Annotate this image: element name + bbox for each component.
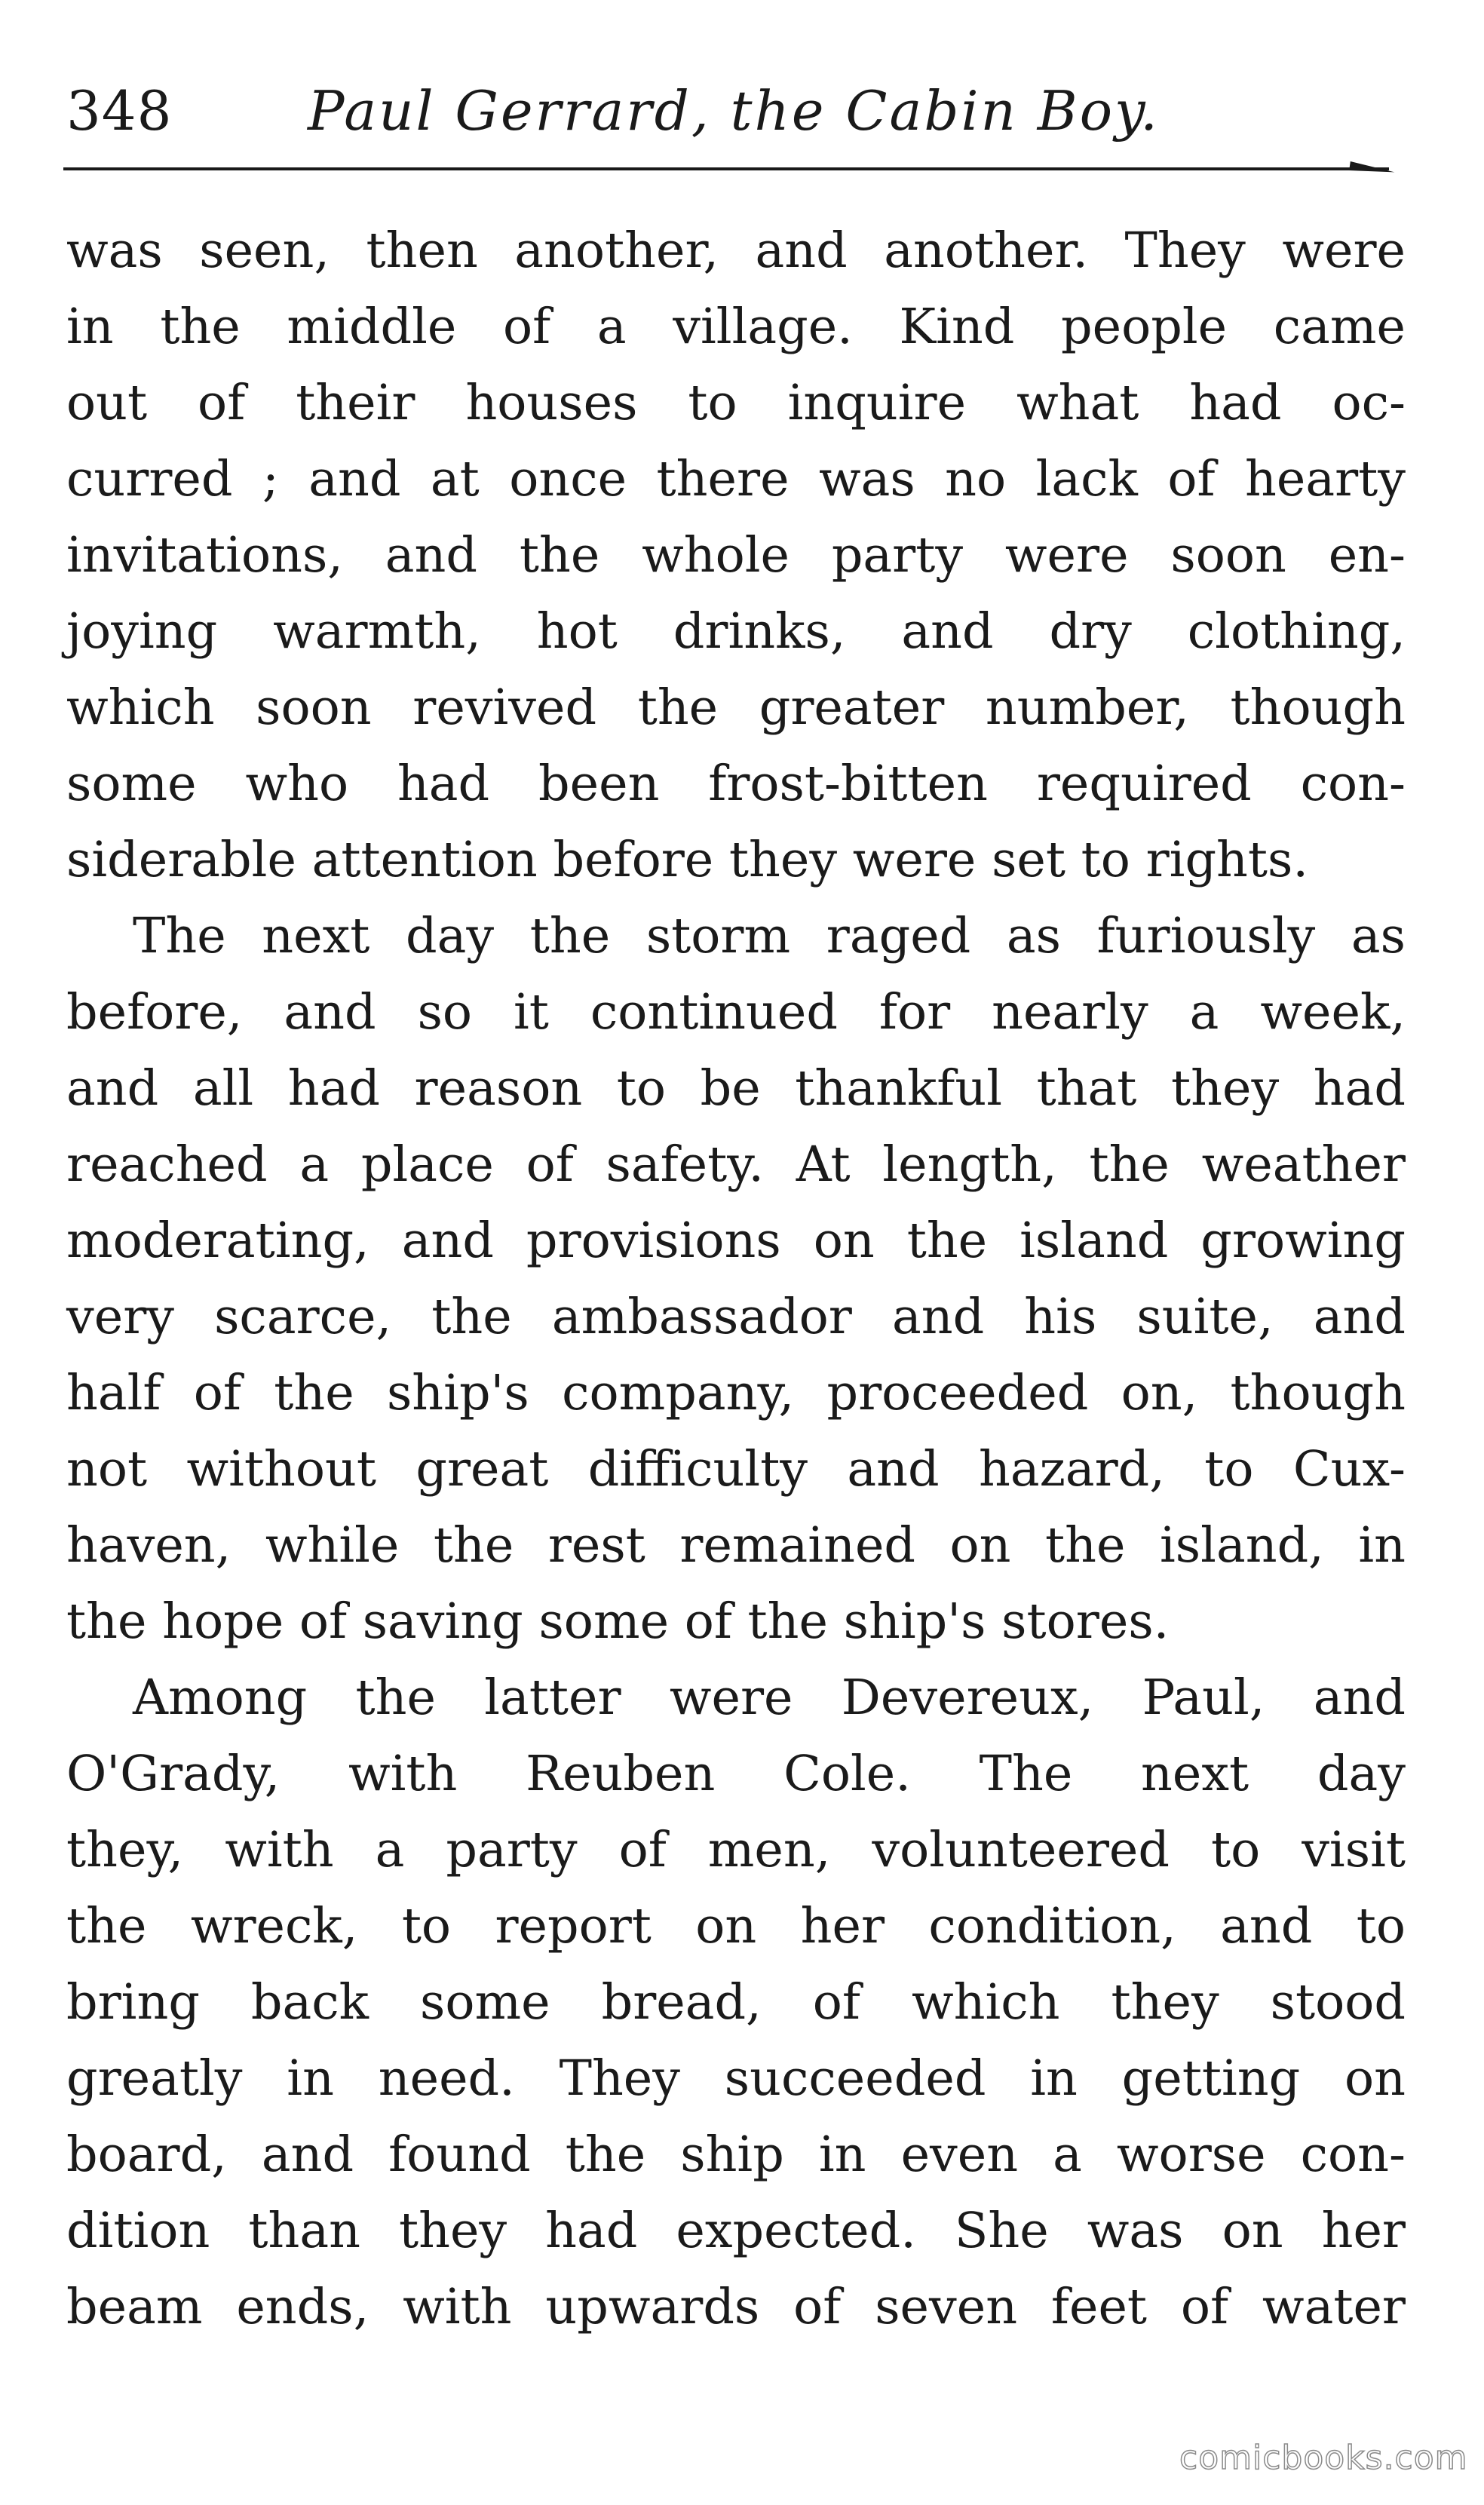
text-line: the wreck, to report on her condition, and to xyxy=(66,1898,1406,1955)
text-line: out of their houses to inquire what had oc- xyxy=(66,375,1406,431)
text-line: greatly in need. They succeeded in getting on xyxy=(66,2050,1406,2107)
text-line: they, with a party of men, volunteered to visit xyxy=(66,1822,1406,1878)
watermark: comicbooks.com xyxy=(1179,2439,1468,2477)
text-line: Among the latter were Devereux, Paul, and xyxy=(133,1669,1406,1726)
text-line: very scarce, the ambassador and his suite, and xyxy=(66,1289,1406,1345)
text-line: beam ends, with upwards of seven feet of water xyxy=(66,2279,1406,2335)
text-line: dition than they had expected. She was on her xyxy=(66,2203,1406,2259)
text-line: not without great difficulty and hazard, to Cux- xyxy=(66,1441,1406,1498)
text-line: O'Grady, with Reuben Cole. The next day xyxy=(66,1746,1406,1802)
text-line: board, and found the ship in even a worse con- xyxy=(66,2126,1406,2183)
header-rule xyxy=(63,167,1389,170)
text-line: curred ; and at once there was no lack of hearty xyxy=(66,451,1406,507)
text-line: moderating, and provisions on the island growing xyxy=(66,1213,1406,1269)
text-line: bring back some bread, of which they stood xyxy=(66,1974,1406,2031)
text-line: in the middle of a village. Kind people came xyxy=(66,299,1406,355)
body-text xyxy=(66,213,1406,2415)
text-line: siderable attention before they were set to rights. xyxy=(66,832,1309,888)
text-line: half of the ship's company, proceeded on, though xyxy=(66,1365,1406,1421)
text-line: before, and so it continued for nearly a week, xyxy=(66,984,1406,1041)
running-head xyxy=(66,69,1424,152)
text-line: and all had reason to be thankful that they had xyxy=(66,1060,1406,1117)
text-line: haven, while the rest remained on the island, in xyxy=(66,1517,1406,1574)
page-number: 348 xyxy=(66,79,173,143)
running-title: Paul Gerrard, the Cabin Boy. xyxy=(308,79,1161,143)
text-line: the hope of saving some of the ship's stores. xyxy=(66,1593,1170,1650)
text-line: some who had been frost-bitten required con- xyxy=(66,756,1406,812)
text-line: The next day the storm raged as furiously as xyxy=(133,908,1406,964)
text-line: invitations, and the whole party were soon en- xyxy=(66,527,1406,584)
text-line: joying warmth, hot drinks, and dry clothing, xyxy=(66,603,1406,660)
text-line: which soon revived the greater number, though xyxy=(66,679,1406,736)
text-line: reached a place of safety. At length, the weather xyxy=(66,1136,1406,1193)
text-line: was seen, then another, and another. They were xyxy=(66,222,1406,279)
header-rule-tip xyxy=(1349,161,1395,176)
